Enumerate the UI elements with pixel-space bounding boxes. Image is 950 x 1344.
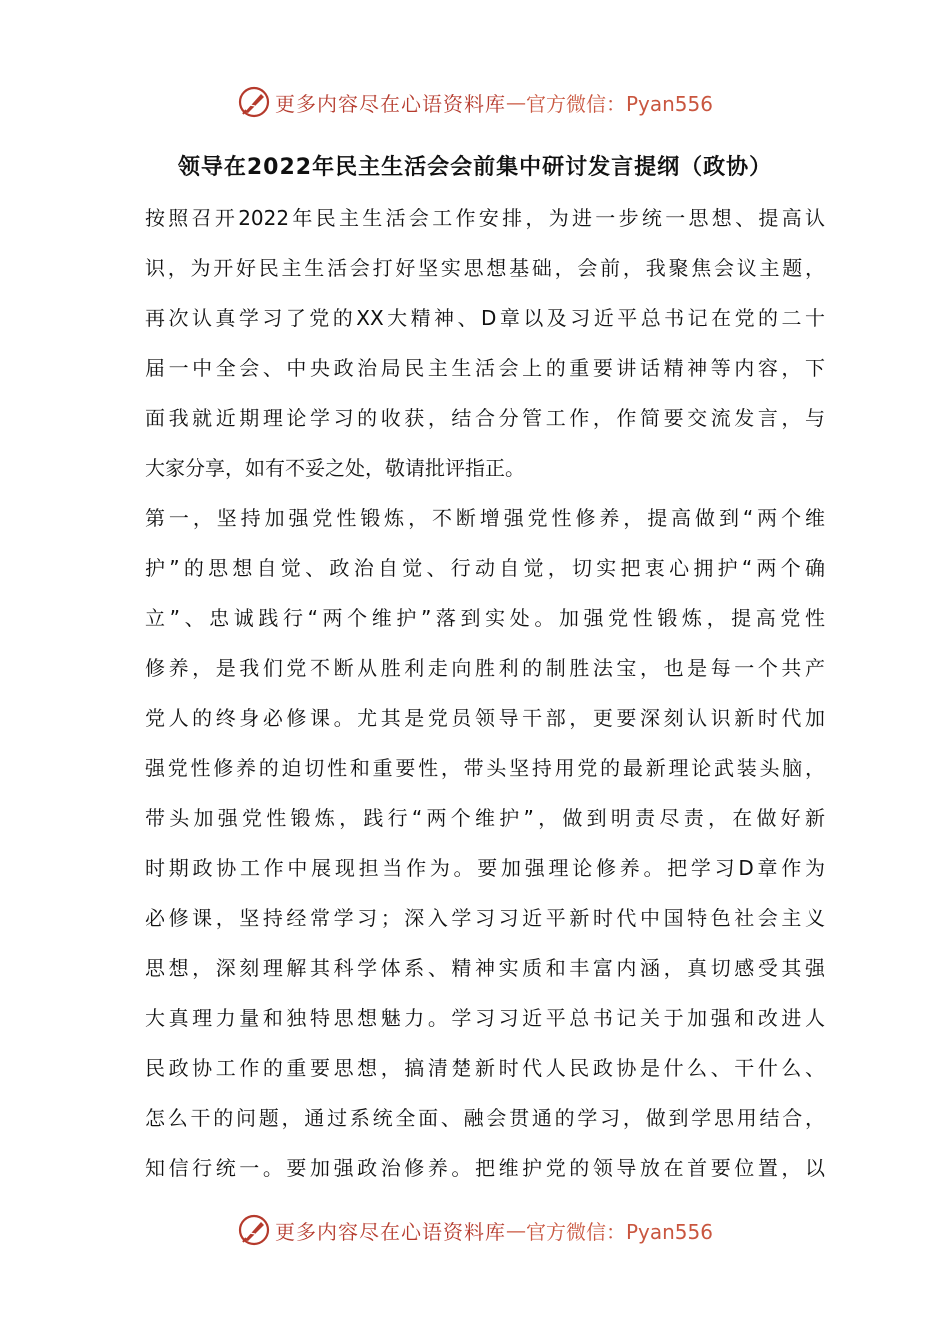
quill-logo-icon — [237, 1213, 271, 1247]
text-line: 民政协工作的重要思想，搞清楚新时代人民政协是什么、干什么、 — [145, 1056, 825, 1080]
text-line: 大真理力量和独特思想魅力。学习习近平总书记关于加强和改进人 — [145, 1006, 825, 1030]
text-line: 怎么干的问题，通过系统全面、融会贯通的学习，做到学思用结合， — [145, 1106, 825, 1130]
paragraph-first-point — [145, 493, 825, 1193]
text-line: 思想，深刻理解其科学体系、精神实质和丰富内涵，真切感受其强 — [145, 956, 825, 980]
text-line: 届一中全会、中央政治局民主生活会上的重要讲话精神等内容，下 — [145, 356, 825, 380]
text-line: 第一，坚持加强党性锻炼，不断增强党性修养，提高做到“两个维 — [145, 506, 825, 530]
text-line: 必修课，坚持经常学习；深入学习习近平新时代中国特色社会主义 — [145, 906, 825, 930]
banner-separator: — — [505, 1218, 526, 1242]
text-line: 面我就近期理论学习的收获，结合分管工作，作简要交流发言，与 — [145, 406, 825, 430]
text-line: 识，为开好民主生活会打好坚实思想基础，会前，我聚焦会议主题， — [145, 256, 825, 280]
text-line: 大家分享，如有不妥之处，敬请批评指正。 — [145, 456, 525, 480]
footer-banner — [0, 1208, 950, 1252]
text-line: 知信行统一。要加强政治修养。把维护党的领导放在首要位置，以 — [145, 1156, 825, 1180]
banner-contact: 官方微信：Pyan556 — [525, 91, 713, 116]
document-title: 领导在2022年民主生活会会前集中研讨发言提纲（政协） — [177, 155, 773, 180]
text-line: 修养，是我们党不断从胜利走向胜利的制胜法宝，也是每一个共产 — [145, 656, 825, 680]
text-line: 再次认真学习了党的XX大精神、D章以及习近平总书记在党的二十 — [145, 306, 825, 330]
banner-text: 更多内容尽在心语资料库 — [274, 1219, 506, 1244]
text-line: 按照召开2022年民主生活会工作安排，为进一步统一思想、提高认 — [145, 206, 825, 230]
banner-separator: — — [505, 90, 526, 114]
text-line: 强党性修养的迫切性和重要性，带头坚持用党的最新理论武装头脑， — [145, 756, 825, 780]
text-line: 时期政协工作中展现担当作为。要加强理论修养。把学习D章作为 — [145, 856, 825, 880]
text-line: 护”的思想自觉、政治自觉、行动自觉，切实把衷心拥护“两个确 — [145, 556, 825, 580]
header-banner — [0, 80, 950, 124]
text-line: 立”、忠诚践行“两个维护”落到实处。加强党性锻炼，提高党性 — [145, 606, 825, 630]
text-line: 党人的终身必修课。尤其是党员领导干部，更要深刻认识新时代加 — [145, 706, 825, 730]
text-line: 带头加强党性锻炼，践行“两个维护”，做到明责尽责，在做好新 — [145, 806, 825, 830]
banner-contact: 官方微信：Pyan556 — [525, 1219, 713, 1244]
paragraph-intro — [145, 193, 825, 493]
banner-text: 更多内容尽在心语资料库 — [274, 91, 506, 116]
quill-logo-icon — [237, 85, 271, 119]
